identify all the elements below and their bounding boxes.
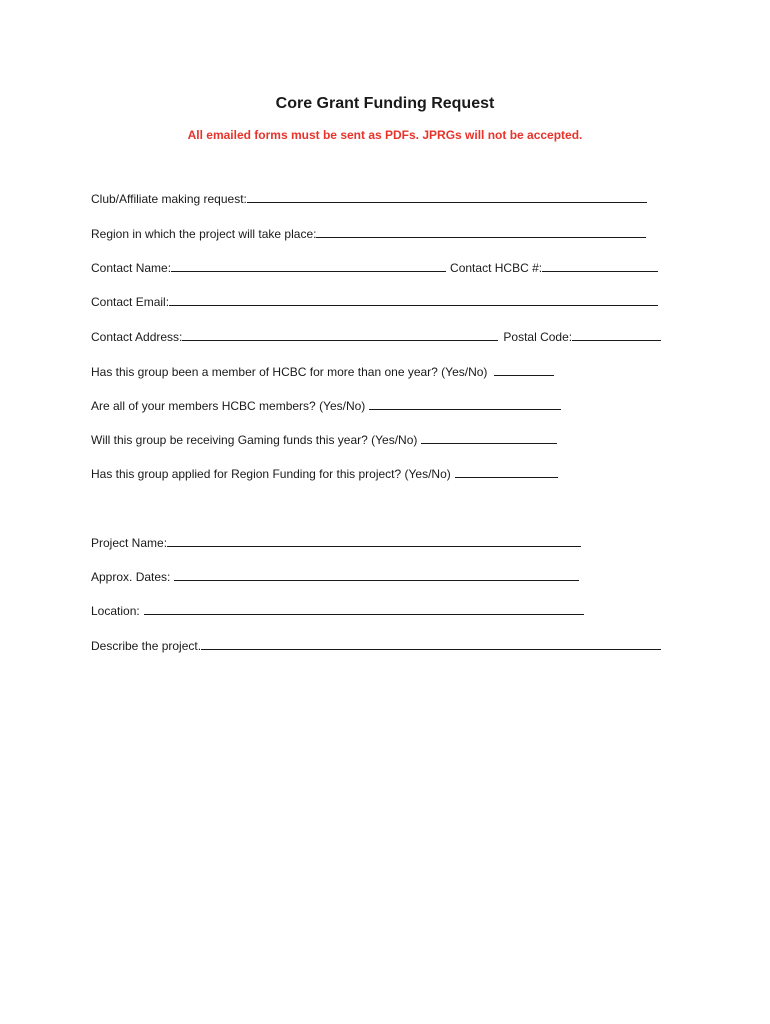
postal-code-label: Postal Code:: [503, 330, 573, 344]
describe-label: Describe the project.: [91, 639, 202, 653]
contact-email-row: [91, 294, 658, 310]
postal-code-field[interactable]: [572, 329, 661, 341]
project-name-row: [91, 535, 581, 551]
region-label: Region in which the project will take place:: [91, 227, 317, 241]
club-affiliate-field[interactable]: [247, 191, 647, 203]
contact-name-label: Contact Name:: [91, 261, 172, 275]
region-row: [91, 226, 646, 242]
contact-email-field[interactable]: [169, 294, 658, 306]
gaming-funds-label: Will this group be receiving Gaming funds this year? (Yes/No): [91, 433, 418, 447]
contact-hcbc-label: Contact HCBC #:: [450, 261, 543, 275]
contact-address-row: [91, 329, 661, 345]
contact-hcbc-field[interactable]: [542, 260, 658, 272]
region-field[interactable]: [316, 226, 646, 238]
contact-email-label: Contact Email:: [91, 295, 170, 309]
club-affiliate-label: Club/Affiliate making request:: [91, 192, 247, 206]
gaming-funds-field[interactable]: [421, 432, 557, 444]
describe-row: [91, 638, 661, 654]
contact-address-label: Contact Address:: [91, 330, 183, 344]
club-affiliate-row: [91, 191, 647, 207]
approx-dates-row: [91, 569, 579, 585]
contact-name-field[interactable]: [171, 260, 446, 272]
location-row: [91, 603, 584, 619]
describe-field[interactable]: [201, 638, 661, 650]
member-year-label: Has this group been a member of HCBC for more than one year? (Yes/No): [91, 365, 488, 379]
gaming-funds-row: [91, 432, 557, 448]
all-members-row: [91, 398, 561, 414]
all-members-label: Are all of your members HCBC members? (Yes/No): [91, 399, 366, 413]
page-title: Core Grant Funding Request: [275, 95, 495, 112]
region-funding-row: [91, 466, 558, 482]
contact-address-field[interactable]: [182, 329, 498, 341]
location-label: Location:: [91, 604, 140, 618]
member-year-field[interactable]: [494, 364, 554, 376]
contact-name-row: [91, 260, 658, 276]
all-members-field[interactable]: [369, 398, 561, 410]
member-year-row: [91, 364, 554, 380]
approx-dates-field[interactable]: [174, 569, 579, 581]
project-name-label: Project Name:: [91, 536, 168, 550]
region-funding-field[interactable]: [455, 466, 558, 478]
pdf-notice: All emailed forms must be sent as PDFs. JPRGs will not be accepted.: [187, 128, 583, 142]
project-name-field[interactable]: [167, 535, 581, 547]
approx-dates-label: Approx. Dates:: [91, 570, 171, 584]
location-field[interactable]: [144, 603, 584, 615]
region-funding-label: Has this group applied for Region Funding for this project? (Yes/No): [91, 467, 451, 481]
